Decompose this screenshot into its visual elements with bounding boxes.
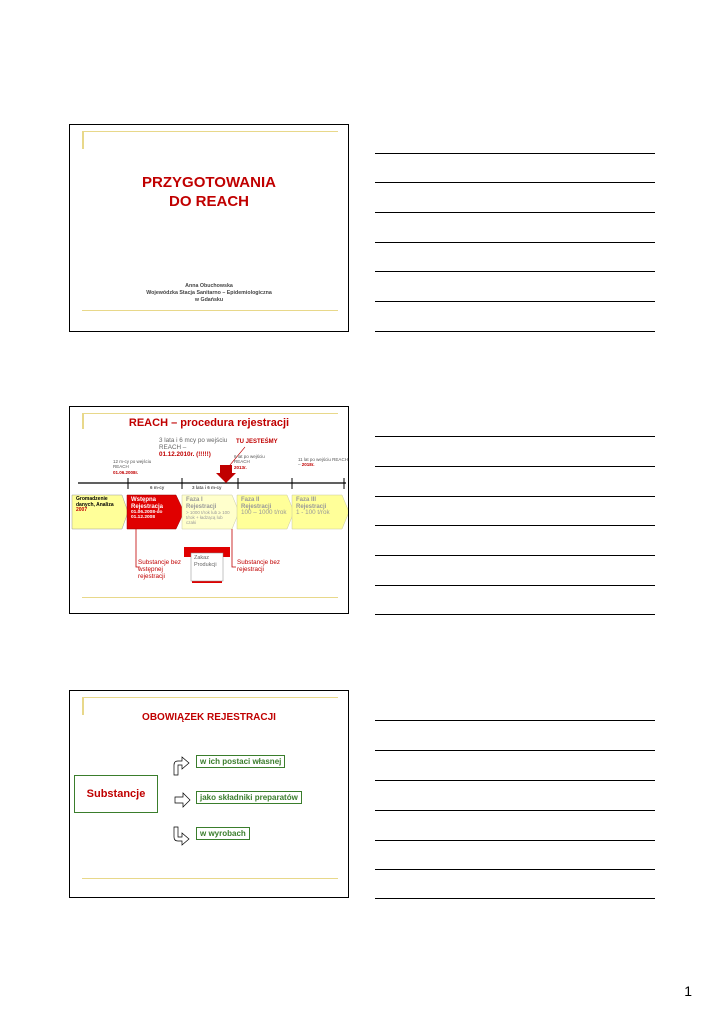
slide-title: OBOWIĄZEK REJESTRACJI bbox=[142, 712, 276, 723]
note-line bbox=[375, 750, 655, 751]
span-label-1: 6 m-cy bbox=[150, 485, 165, 490]
note-line bbox=[375, 153, 655, 154]
slide-title: REACH – procedura rejestracji bbox=[128, 417, 290, 429]
slide-2 bbox=[69, 406, 349, 614]
page-number: 1 bbox=[684, 983, 692, 999]
note-line bbox=[375, 525, 655, 526]
slide-1 bbox=[69, 124, 349, 332]
here-label: TU JESTEŚMY bbox=[236, 439, 278, 445]
decor-line bbox=[82, 310, 338, 311]
note-line bbox=[375, 212, 655, 213]
note-line bbox=[375, 331, 655, 332]
note-line bbox=[375, 585, 655, 586]
option-articles: w wyrobach bbox=[196, 827, 250, 840]
note-line bbox=[375, 466, 655, 467]
note-line bbox=[375, 810, 655, 811]
box-phase-2: Faza II Rejestracji 100 – 1000 t/rok bbox=[241, 497, 287, 516]
note-line bbox=[375, 242, 655, 243]
span-label-2: 3 lata i 6 m-cy bbox=[192, 485, 222, 490]
note-line bbox=[375, 436, 655, 437]
mid-note: 6 lat po wejściu REACH 2013r. bbox=[234, 454, 265, 470]
author-city: w Gdańsku bbox=[194, 297, 224, 303]
note-line bbox=[375, 780, 655, 781]
box-phase-3: Faza III Rejestracji 1 - 100 t/rok bbox=[296, 497, 330, 516]
right-note: 11 lat po wejściu REACH – 2018r. bbox=[298, 457, 348, 468]
note-line bbox=[375, 271, 655, 272]
note-line bbox=[375, 869, 655, 870]
substances-box: Substancje bbox=[74, 775, 158, 813]
author-org: Wojewódzka Stacja Sanitarno – Epidemiologiczna bbox=[146, 290, 272, 296]
box-gather: Gromadzenie danych, Analiza 2007 bbox=[76, 496, 114, 514]
note-line bbox=[375, 840, 655, 841]
slide-3 bbox=[69, 690, 349, 898]
author-name: Anna Obuchowska bbox=[185, 283, 233, 289]
decor-line bbox=[82, 131, 338, 132]
box-pre-registration: Wstępna Rejestracja 01.06.2008-do 01.12.2008 bbox=[131, 497, 164, 521]
decor-bar bbox=[82, 131, 84, 149]
left-note: 12 m-cy po wejściu REACH 01.06.2008r. bbox=[113, 459, 152, 475]
slide-title: PRZYGOTOWANIA DO REACH bbox=[142, 174, 276, 210]
option-own-form: w ich postaci własnej bbox=[196, 755, 285, 768]
bottom-right-label: Substancje bez rejestracji bbox=[237, 559, 281, 573]
note-line bbox=[375, 555, 655, 556]
top-label: 3 lata i 6 mcy po wejściu REACH – 01.12.2010r. (!!!!!) bbox=[159, 437, 228, 458]
note-line bbox=[375, 614, 655, 615]
note-line bbox=[375, 182, 655, 183]
bottom-mid-label: Zakaz Produkcji bbox=[194, 555, 217, 568]
note-line bbox=[375, 898, 655, 899]
note-line bbox=[375, 301, 655, 302]
author-block bbox=[70, 283, 348, 304]
bottom-left-label: Substancje bez wstępnej rejestracji bbox=[138, 559, 182, 580]
note-line bbox=[375, 720, 655, 721]
note-line bbox=[375, 496, 655, 497]
box-phase-1: Faza I Rejestracji > 1000 t/rok lub ≥ 100 t/rok + ładzącą lub czaki bbox=[186, 497, 230, 525]
option-mixtures: jako składniki preparatów bbox=[196, 791, 302, 804]
